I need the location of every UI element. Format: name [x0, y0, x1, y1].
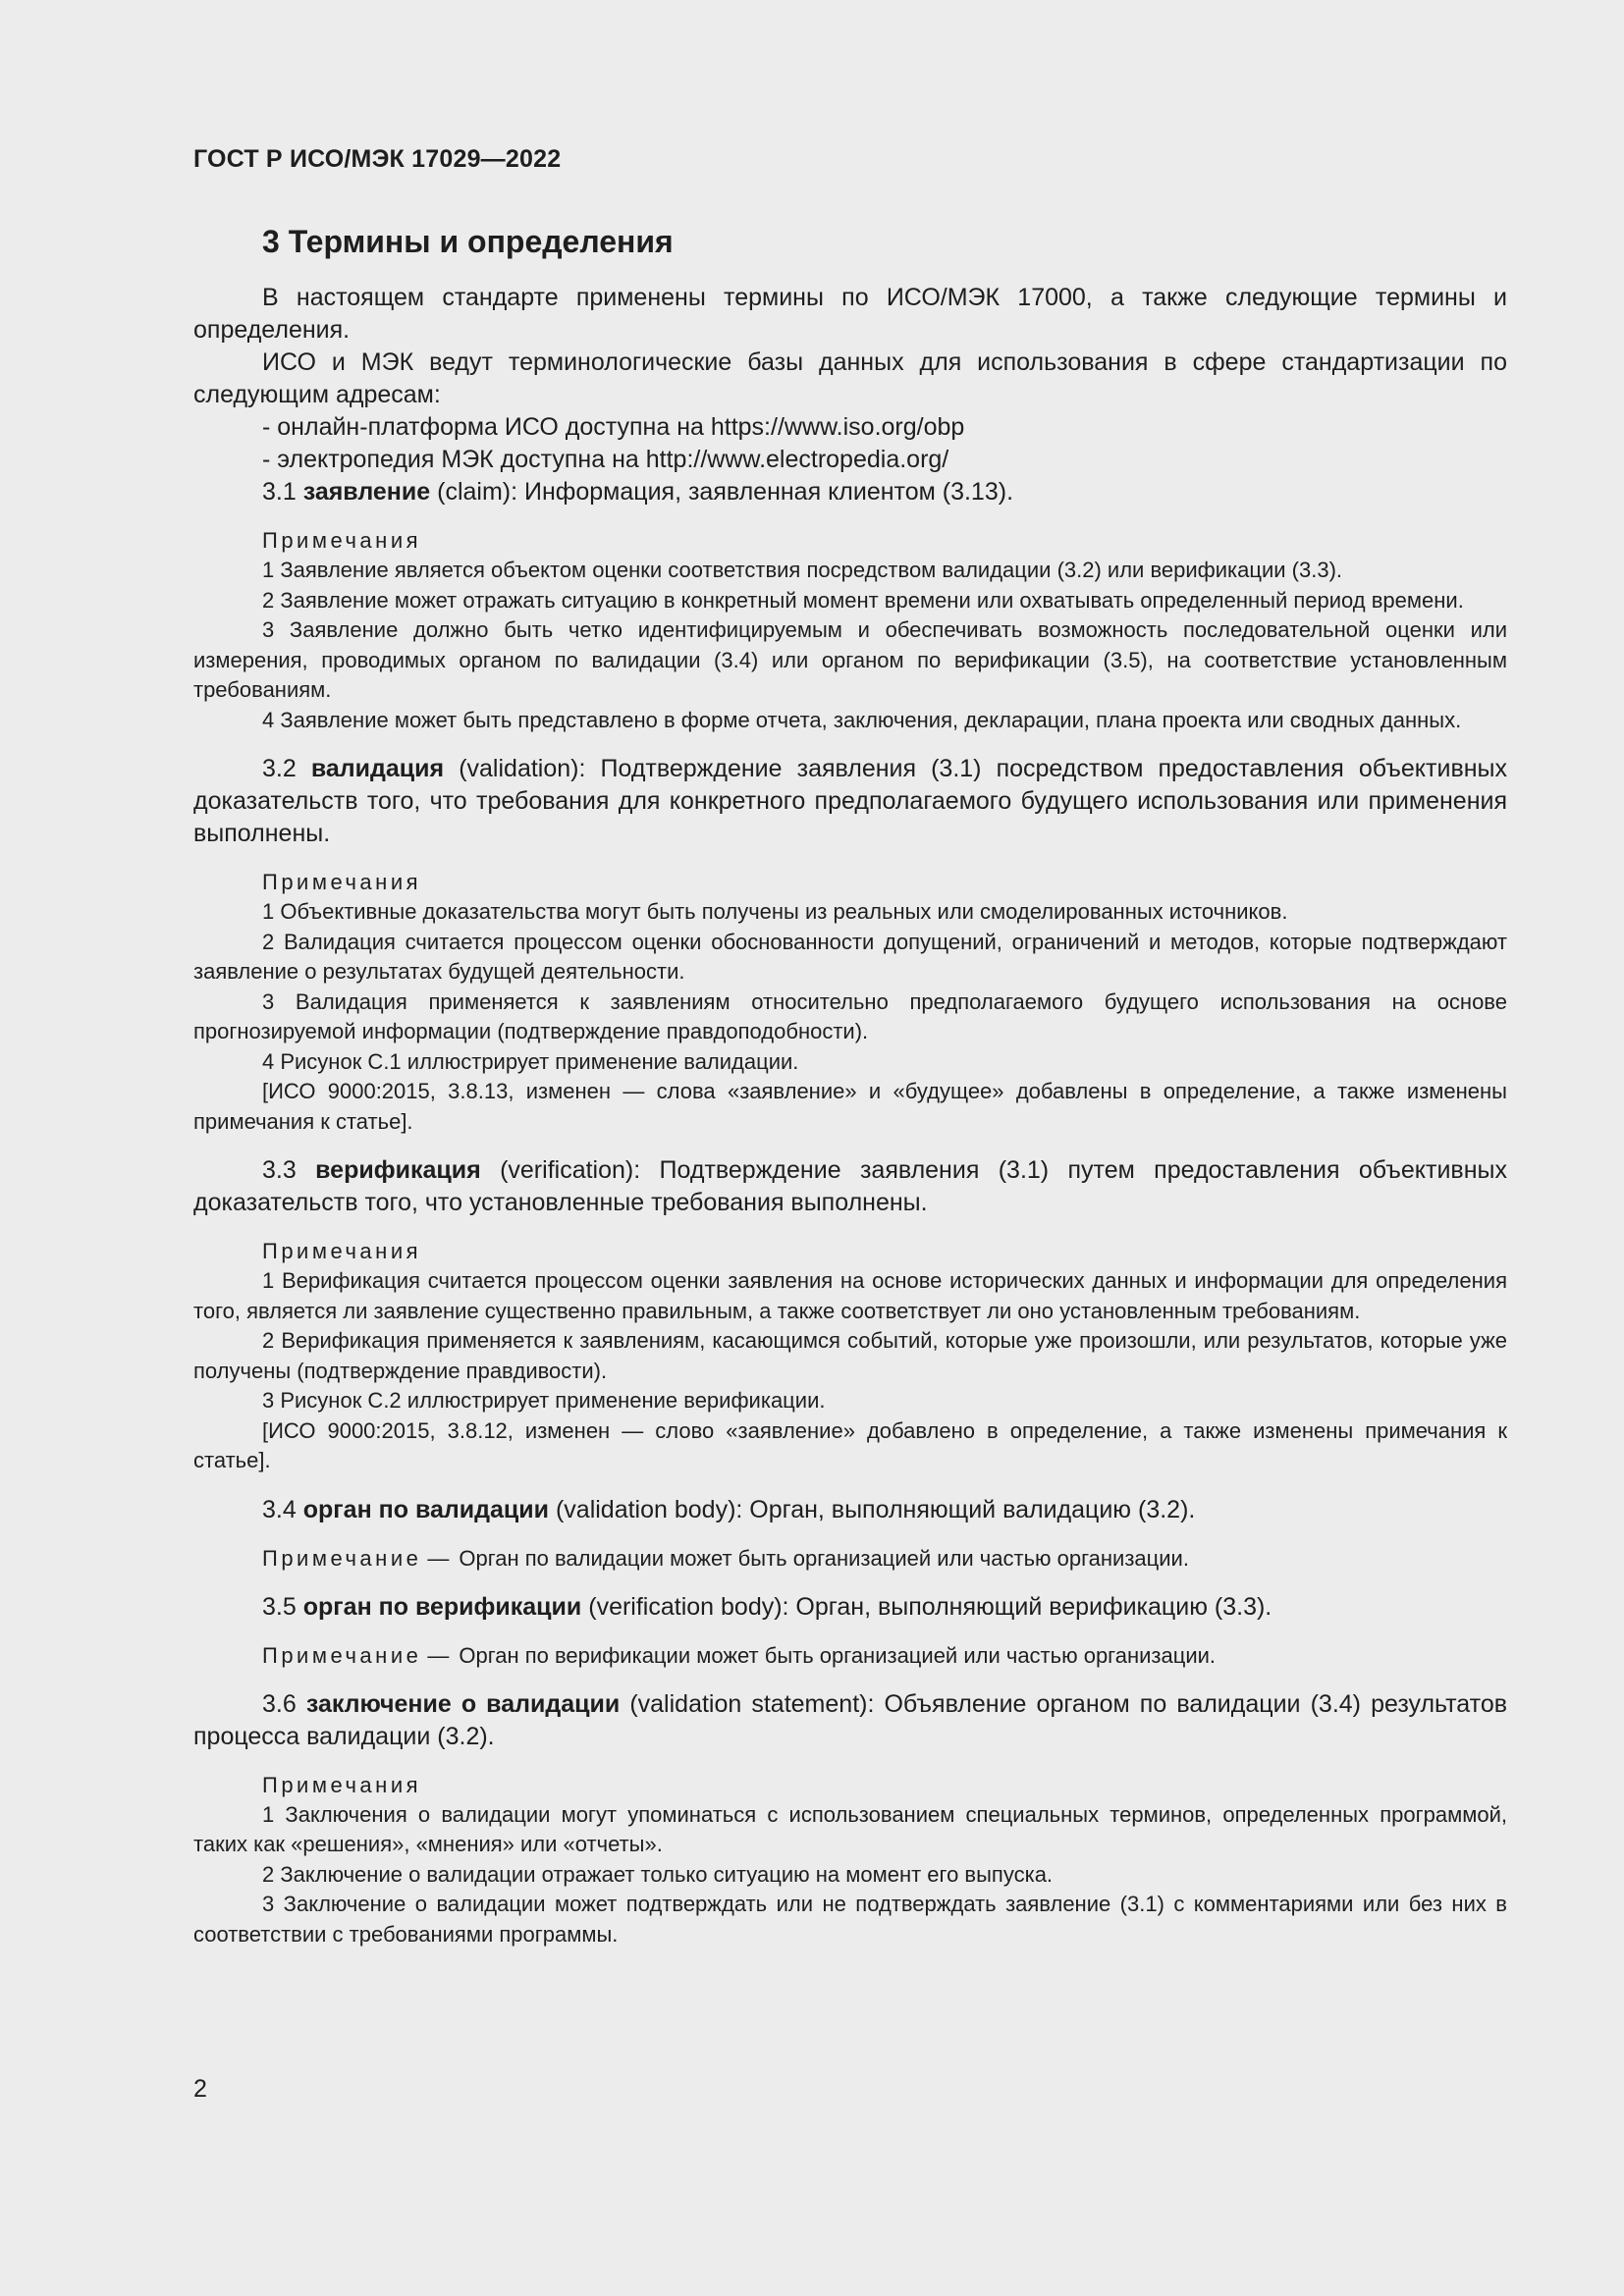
term-name: заключение о валидации — [305, 1689, 621, 1718]
intro-paragraph: ИСО и МЭК ведут терминологические базы данных для использования в сфере стандартизации по следующим адресам: — [193, 348, 1507, 408]
term-number: 3.1 — [262, 478, 297, 506]
note-dash: — — [427, 1642, 450, 1668]
term-entry — [193, 1154, 1507, 1219]
note-dash: — — [427, 1545, 450, 1571]
note-item: 2 Заключение о валидации отражает только ситуацию на момент его выпуска. — [262, 1861, 1054, 1887]
note-item: 4 Заявление может быть представлено в форме отчета, заключения, декларации, плана проекта или сводных данных. — [262, 707, 1462, 732]
single-note — [262, 1641, 1507, 1671]
note-item: 2 Валидация считается процессом оценки обоснованности допущений, ограничений и методов, которые подтверждают заявление о результатах будущей деятельности. — [193, 929, 1507, 984]
content-area — [193, 214, 1507, 1949]
note-item: 1 Заключения о валидации могут упоминаться с использованием специальных терминов, определенных программой, таких как «решения», «мнения» или «отчеты». — [193, 1801, 1507, 1856]
note-item: 2 Верификация применяется к заявлениям, касающимся событий, которые уже произошли, или результатов, которые уже получены (подтверждение правдивости). — [193, 1328, 1507, 1383]
notes-heading: Примечания — [262, 1772, 422, 1797]
term-number: 3.3 — [262, 1156, 297, 1184]
term-entry — [193, 1688, 1507, 1753]
term-name: верификация — [315, 1156, 481, 1184]
note-label: Примечание — [262, 1545, 422, 1571]
note-item: 1 Верификация считается процессом оценки заявления на основе исторических данных и информации для определения того, является ли заявление существенно правильным, а также соответствует ли оно установленным требованиям. — [193, 1268, 1507, 1323]
note-item: 1 Заявление является объектом оценки соответствия посредством валидации (3.2) или верификации (3.3). — [262, 558, 1343, 582]
term-number: 3.6 — [262, 1689, 297, 1718]
term-definition: (verification): Подтверждение заявления (3.1) путем предоставления объективных доказательств того, что установленные требования выполнены. — [193, 1156, 1507, 1216]
note-item: [ИСО 9000:2015, 3.8.13, изменен — слова «заявление» и «будущее» добавлены в определение, а также изменены примечания к статье]. — [193, 1079, 1507, 1134]
address-item: - онлайн-платформа ИСО доступна на https://www.iso.org/obp — [262, 413, 965, 441]
term-definition: (verification body): Орган, выполняющий верификацию (3.3). — [581, 1592, 1272, 1621]
term-entry — [193, 753, 1507, 850]
note-label: Примечание — [262, 1642, 422, 1668]
notes-heading: Примечания — [262, 1239, 422, 1263]
term-number: 3.2 — [262, 755, 297, 782]
note-item: 2 Заявление может отражать ситуацию в конкретный момент времени или охватывать определенный период времени. — [262, 587, 1464, 613]
note-item: 1 Объективные доказательства могут быть получены из реальных или смоделированных источников. — [262, 899, 1288, 924]
term-definition: (validation body): Орган, выполняющий валидацию (3.2). — [549, 1495, 1196, 1523]
page-number: 2 — [193, 2075, 207, 2103]
standard-code-header: ГОСТ Р ИСО/МЭК 17029—2022 — [193, 145, 562, 173]
note-text: Орган по валидации может быть организацией или частью организации. — [459, 1545, 1189, 1571]
address-item: - электропедия МЭК доступна на http://www.electropedia.org/ — [262, 446, 949, 473]
term-number: 3.4 — [262, 1495, 297, 1523]
term-entry — [193, 1494, 1507, 1526]
note-item: 3 Рисунок С.2 иллюстрирует применение верификации. — [262, 1388, 826, 1413]
term-definition: (validation statement): Объявление органом по валидации (3.4) результатов процесса валидации (3.2). — [193, 1689, 1508, 1750]
note-item: 3 Валидация применяется к заявлениям относительно предполагаемого будущего использования на основе прогнозируемой информации (подтверждение правдоподобности). — [193, 988, 1507, 1043]
single-note — [262, 1544, 1507, 1574]
term-name: валидация — [310, 755, 445, 782]
notes-heading: Примечания — [262, 528, 422, 553]
term-entry — [193, 476, 1507, 508]
term-definition: (claim): Информация, заявленная клиентом (3.13). — [430, 478, 1014, 506]
intro-paragraph: В настоящем стандарте применены термины по ИСО/МЭК 17000, а также следующие термины и определения. — [193, 284, 1507, 344]
term-name: заявление — [302, 478, 431, 506]
term-name: орган по верификации — [302, 1592, 582, 1621]
note-item: 3 Заключение о валидации может подтверждать или не подтверждать заявление (3.1) с комментариями или без них в соответствии с требованиями программы. — [193, 1892, 1507, 1947]
notes-heading: Примечания — [262, 870, 422, 894]
term-entry — [193, 1591, 1507, 1624]
note-item: 4 Рисунок С.1 иллюстрирует применение валидации. — [262, 1048, 799, 1074]
term-number: 3.5 — [262, 1592, 297, 1621]
term-definition: (validation): Подтверждение заявления (3.1) посредством предоставления объективных доказательств того, что требования для конкретного предполагаемого будущего использования или применения выполнены. — [193, 755, 1507, 847]
section-title: 3 Термины и определения — [262, 224, 674, 259]
note-text: Орган по верификации может быть организацией или частью организации. — [459, 1642, 1217, 1668]
term-name: орган по валидации — [302, 1495, 550, 1523]
note-item: [ИСО 9000:2015, 3.8.12, изменен — слово «заявление» добавлено в определение, а также изменены примечания к статье]. — [193, 1417, 1507, 1472]
note-item: 3 Заявление должно быть четко идентифицируемым и обеспечивать возможность последовательной оценки или измерения, проводимых органом по валидации (3.4) или органом по верификации (3.5), на соответствие установленным требованиям. — [193, 617, 1507, 702]
